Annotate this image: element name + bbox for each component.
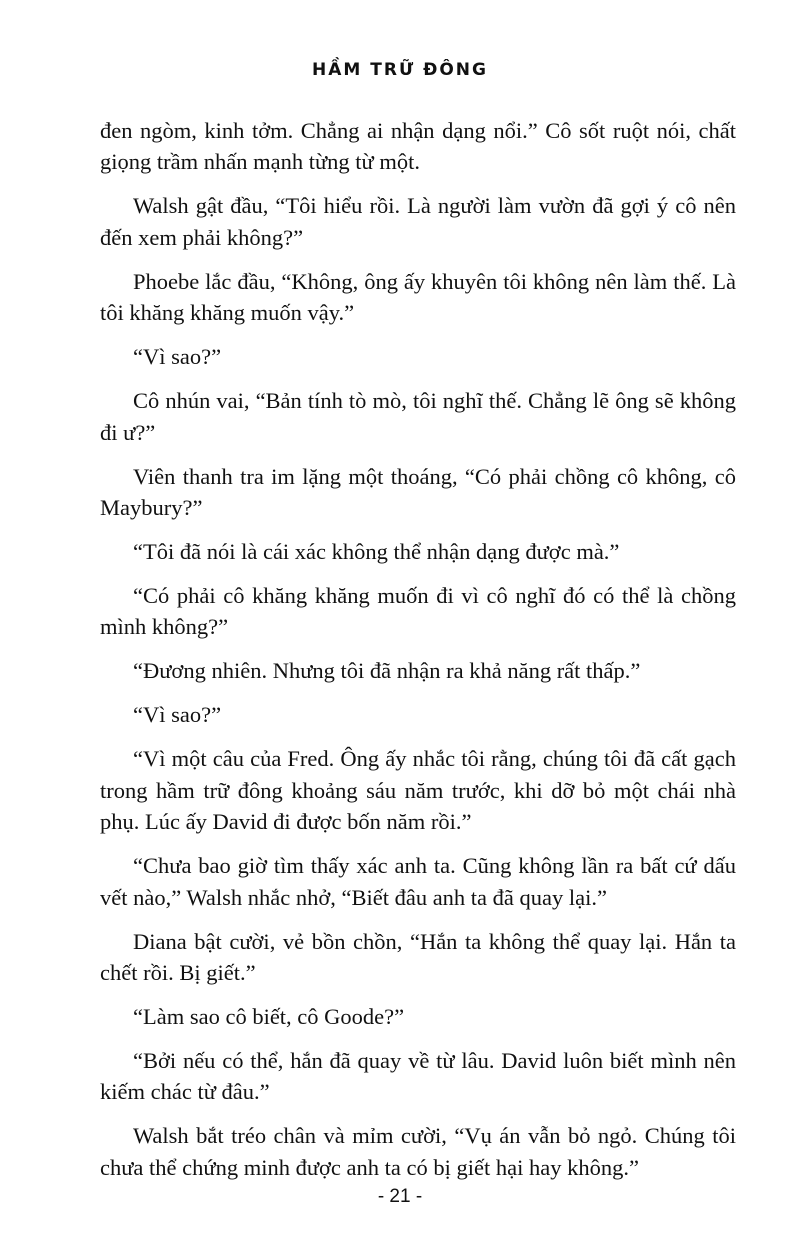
paragraph: “Bởi nếu có thể, hắn đã quay về từ lâu. David luôn biết mình nên kiếm chác từ đâu.” (100, 1048, 736, 1105)
paragraph: “Có phải cô khăng khăng muốn đi vì cô nghĩ đó có thể là chồng mình không?” (100, 583, 736, 640)
paragraph: Diana bật cười, vẻ bồn chồn, “Hắn ta không thể quay lại. Hắn ta chết rồi. Bị giết.” (100, 928, 736, 986)
paragraph: Cô nhún vai, “Bản tính tò mò, tôi nghĩ thế. Chẳng lẽ ông sẽ không đi ư?” (100, 388, 736, 445)
paragraph: “Vì sao?” (133, 344, 222, 370)
page-number: - 21 - (377, 1186, 423, 1207)
paragraph: Walsh gật đầu, “Tôi hiểu rồi. Là người làm vườn đã gợi ý cô nên đến xem phải không?” (100, 193, 736, 250)
paragraph: “Tôi đã nói là cái xác không thể nhận dạng được mà.” (133, 539, 620, 565)
paragraph: Phoebe lắc đầu, “Không, ông ấy khuyên tôi không nên làm thế. Là tôi khăng khăng muốn vậy.” (100, 268, 736, 326)
paragraph: “Vì sao?” (133, 702, 222, 728)
paragraph: “Đương nhiên. Nhưng tôi đã nhận ra khả năng rất thấp.” (133, 658, 641, 684)
body-text (100, 115, 736, 1196)
paragraph: đen ngòm, kinh tởm. Chẳng ai nhận dạng nổi.” Cô sốt ruột nói, chất giọng trầm nhấn mạnh từng từ một. (100, 118, 736, 175)
paragraph: “Vì một câu của Fred. Ông ấy nhắc tôi rằng, chúng tôi đã cất gạch trong hầm trữ đông khoảng sáu năm trước, khi dỡ bỏ một chái nhà phụ. Lúc ấy David đi được bốn năm rồi.” (100, 746, 736, 835)
running-header: HẦM TRỮ ĐÔNG (312, 60, 488, 80)
paragraph: “Chưa bao giờ tìm thấy xác anh ta. Cũng không lần ra bất cứ dấu vết nào,” Walsh nhắc nhở, “Biết đâu anh ta đã quay lại.” (100, 853, 736, 910)
paragraph: “Làm sao cô biết, cô Goode?” (133, 1004, 405, 1030)
paragraph: Walsh bắt tréo chân và mỉm cười, “Vụ án vẫn bỏ ngỏ. Chúng tôi chưa thể chứng minh được anh ta có bị giết hại hay không.” (100, 1123, 736, 1180)
paragraph: Viên thanh tra im lặng một thoáng, “Có phải chồng cô không, cô Maybury?” (100, 463, 736, 521)
